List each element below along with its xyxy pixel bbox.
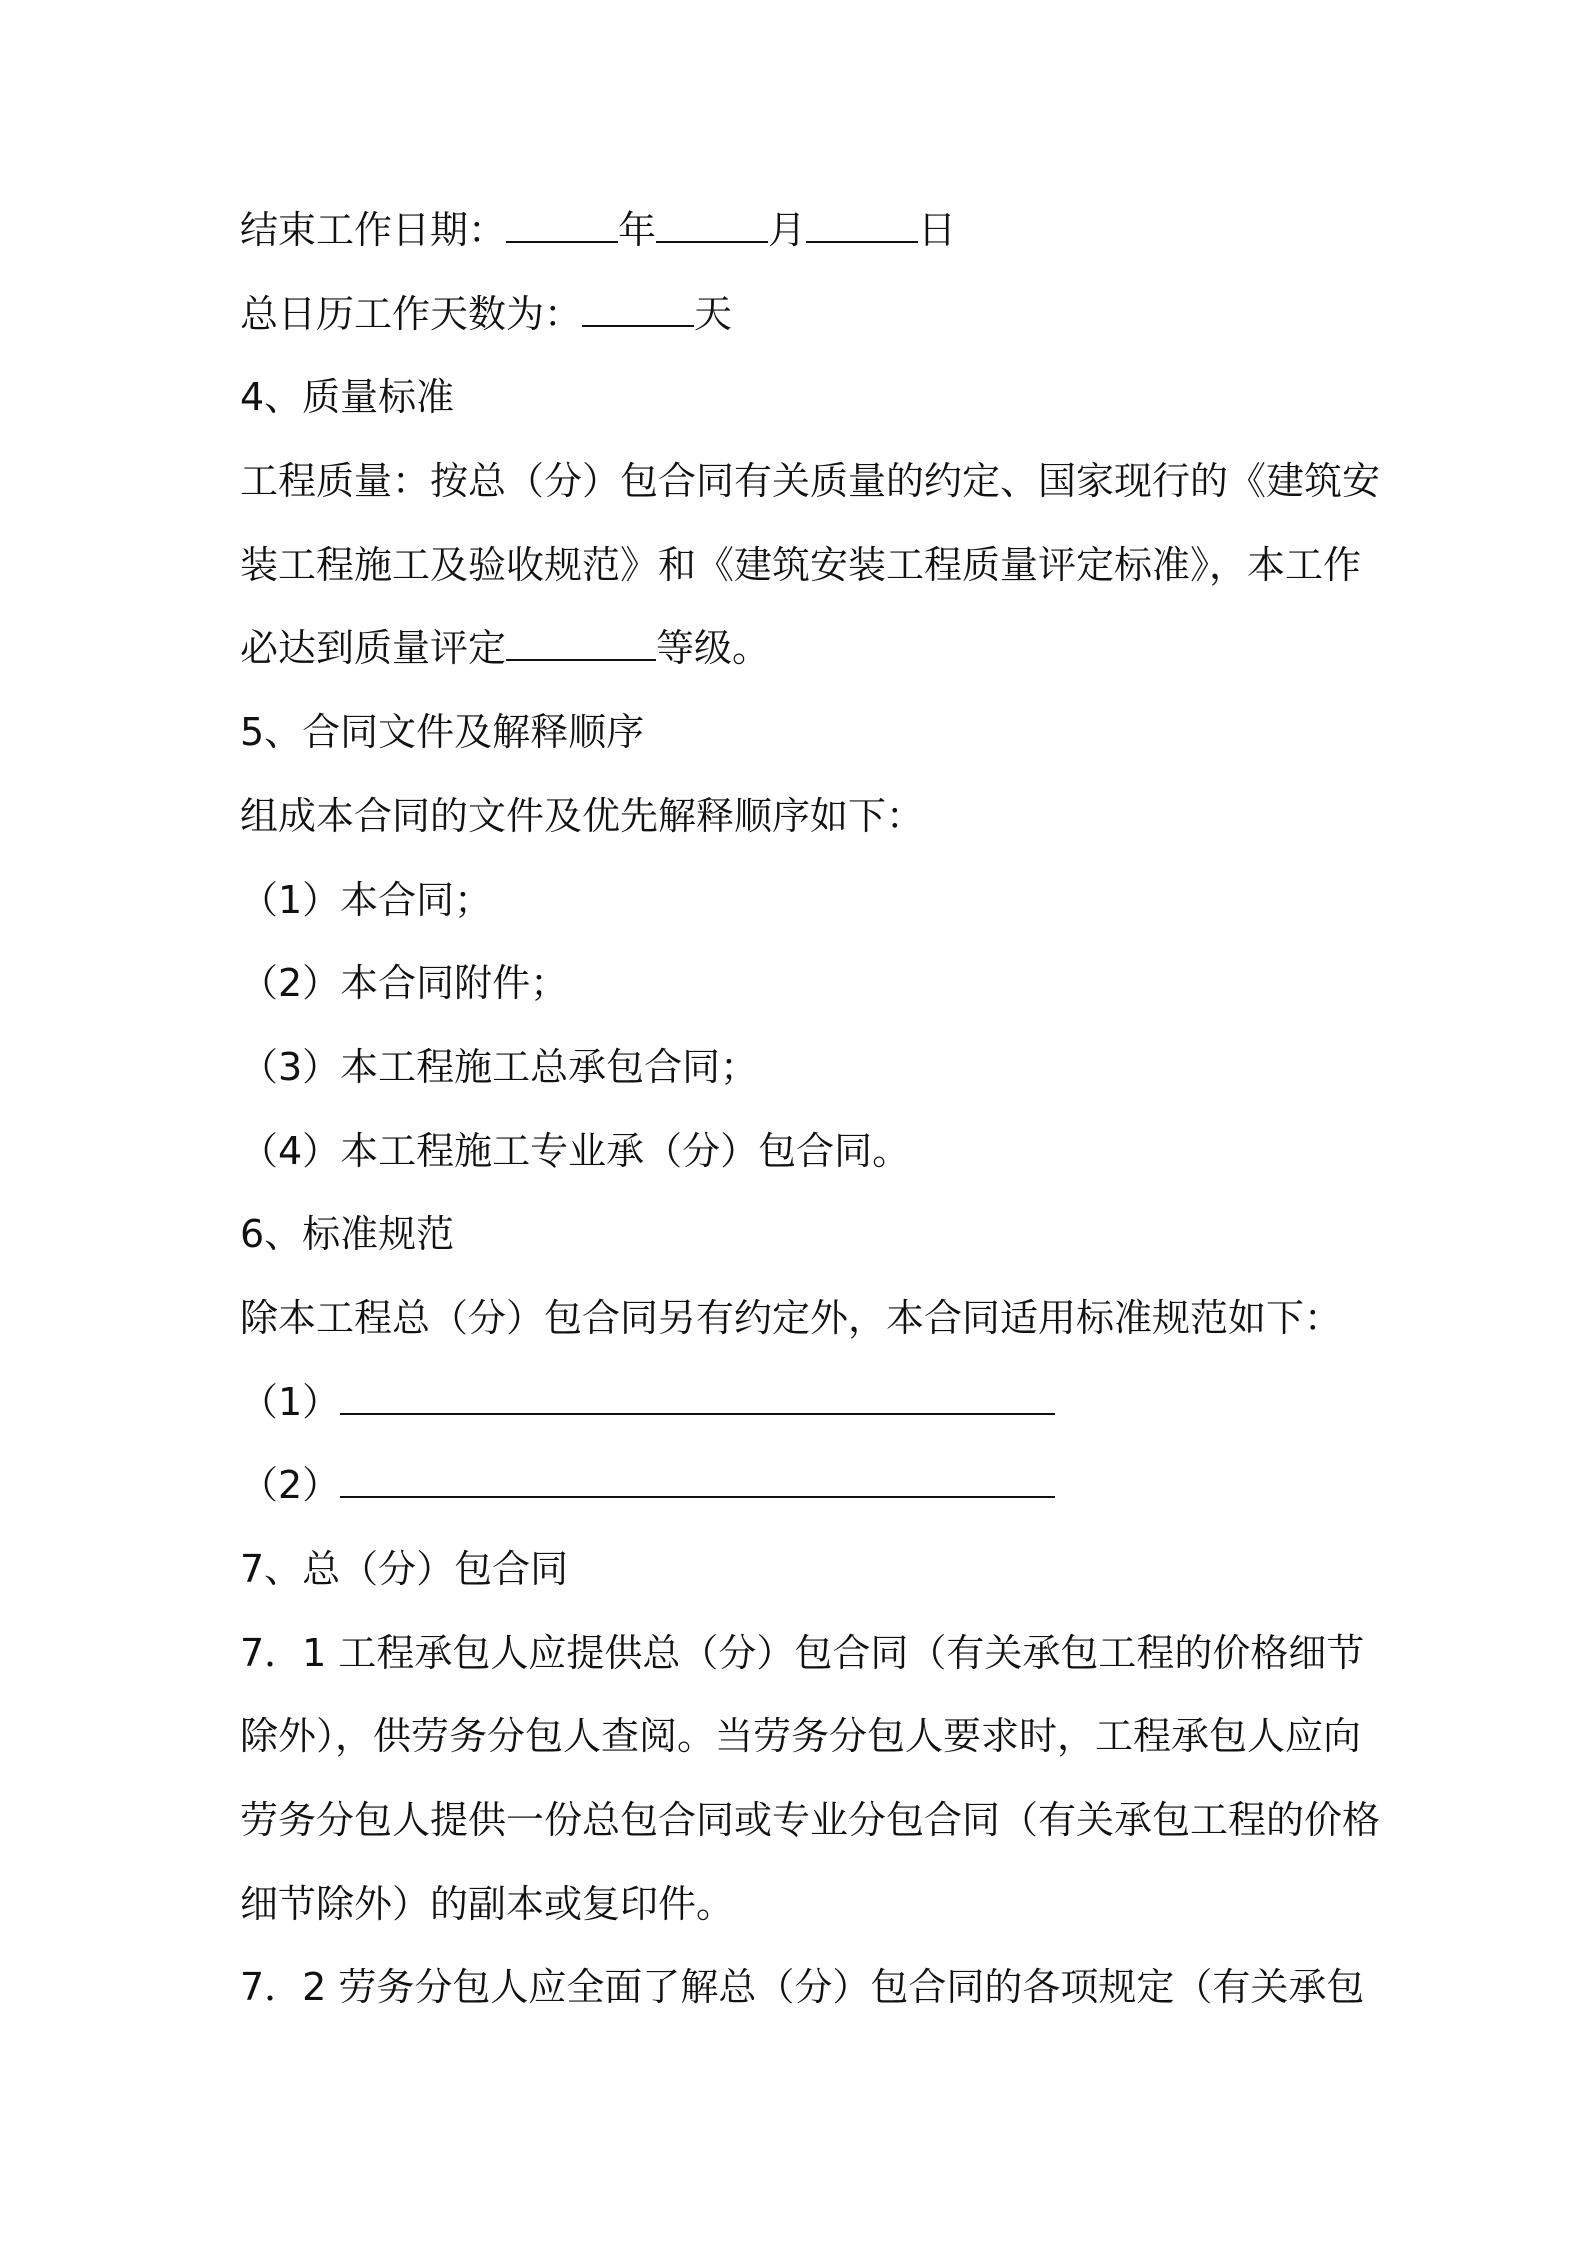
contract-doc-item-4: （4）本工程施工专业承（分）包合同。	[240, 1129, 911, 1173]
standard-item-1-label: （1）	[240, 1380, 341, 1424]
day-unit: 日	[918, 208, 957, 252]
quality-grade-blank[interactable]	[506, 623, 656, 661]
section-4-heading: 4、质量标准	[240, 375, 455, 419]
end-month-blank[interactable]	[656, 205, 768, 243]
year-unit: 年	[618, 208, 657, 252]
clause-7-1-line-2: 除外），供劳务分包人查阅。当劳务分包人要求时，工程承包人应向	[240, 1714, 1362, 1758]
standard-item-1	[240, 1377, 1055, 1427]
quality-paragraph-line-1: 工程质量：按总（分）包合同有关质量的约定、国家现行的《建筑安	[240, 459, 1381, 503]
total-days-blank[interactable]	[582, 289, 694, 327]
contract-doc-item-3: （3）本工程施工总承包合同；	[240, 1045, 759, 1089]
end-date-line	[240, 205, 956, 255]
section-6-intro: 除本工程总（分）包合同另有约定外，本合同适用标准规范如下：	[240, 1296, 1343, 1340]
contract-doc-item-1: （1）本合同；	[240, 878, 493, 922]
section-6-heading: 6、标准规范	[240, 1212, 455, 1256]
section-5-heading: 5、合同文件及解释顺序	[240, 710, 645, 754]
total-days-label: 总日历工作天数为：	[240, 292, 583, 336]
clause-7-1-line-4: 细节除外）的副本或复印件。	[240, 1882, 735, 1926]
end-year-blank[interactable]	[506, 205, 618, 243]
clause-7-1-line-3: 劳务分包人提供一份总包合同或专业分包合同（有关承包工程的价格	[240, 1798, 1381, 1842]
section-5-intro: 组成本合同的文件及优先解释顺序如下：	[240, 794, 925, 838]
quality-paragraph-line-2: 装工程施工及验收规范》和《建筑安装工程质量评定标准》，本工作	[240, 543, 1362, 587]
section-7-heading: 7、总（分）包合同	[240, 1547, 569, 1591]
clause-7-1-line-1: 7．1 工程承包人应提供总（分）包合同（有关承包工程的价格细节	[240, 1631, 1365, 1675]
contract-doc-item-2: （2）本合同附件；	[240, 961, 569, 1005]
clause-7-2-line-1: 7．2 劳务分包人应全面了解总（分）包合同的各项规定（有关承包	[240, 1965, 1365, 2009]
quality-paragraph-line-3	[240, 623, 770, 673]
standard-item-2	[240, 1460, 1055, 1510]
days-unit: 天	[694, 292, 733, 336]
month-unit: 月	[768, 208, 807, 252]
standard-item-2-blank[interactable]	[340, 1460, 1055, 1498]
standard-item-2-label: （2）	[240, 1463, 341, 1507]
quality-grade-suffix: 等级。	[656, 626, 771, 670]
total-days-line	[240, 289, 732, 339]
standard-item-1-blank[interactable]	[340, 1377, 1055, 1415]
end-date-label: 结束工作日期：	[240, 208, 507, 252]
quality-grade-label: 必达到质量评定	[240, 626, 507, 670]
end-day-blank[interactable]	[806, 205, 918, 243]
